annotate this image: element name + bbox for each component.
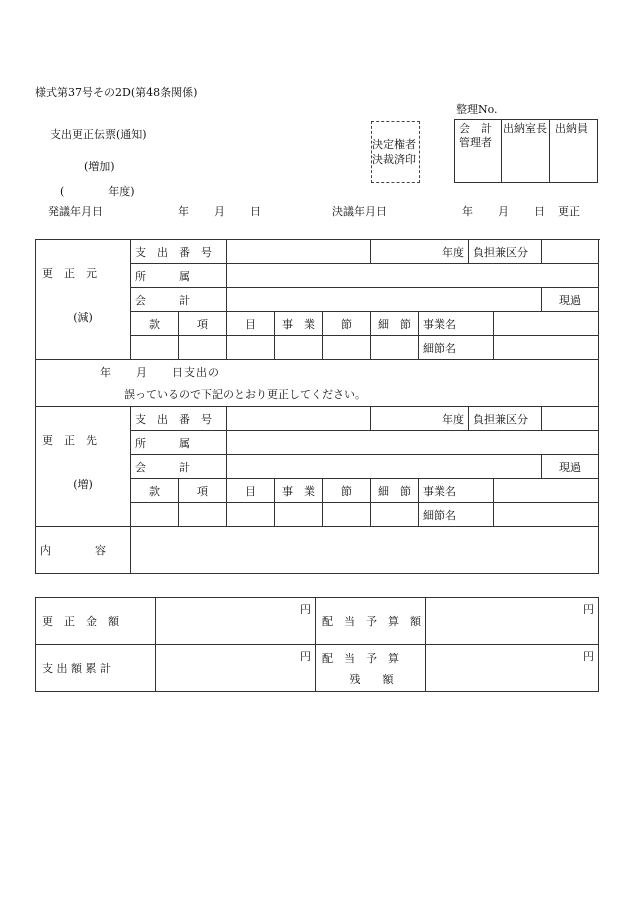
seal-label-2: 決裁済印 <box>372 153 416 166</box>
approver-shitsucho: 出納室長 <box>503 122 547 135</box>
to-col-moku: 目 <box>227 479 275 503</box>
to-genka-label: 現過 <box>542 455 599 479</box>
form-number: 様式第37号その2D(第48条関係) <box>35 86 198 99</box>
approver-kaikei-line2: 管理者 <box>459 136 492 149</box>
haitou-zan-label <box>316 645 426 692</box>
hatsugi-label: 発議年月日 <box>48 205 103 218</box>
to-col-kan: 款 <box>131 479 179 503</box>
zouka-label: (増加) <box>84 160 115 173</box>
yen-unit-2: 円 <box>583 603 594 616</box>
to-jigyo-value[interactable] <box>275 503 323 527</box>
shishutsu-ruikei-value[interactable] <box>156 645 316 692</box>
to-jigyo-name-label: 事業名 <box>419 479 494 503</box>
from-saisetsu-name-label: 細節名 <box>419 336 494 360</box>
kousei-kingaku-value[interactable] <box>156 598 316 645</box>
naiyou-value[interactable] <box>131 527 599 574</box>
to-saisetsu-name-value[interactable] <box>494 503 599 527</box>
yen-unit-1: 円 <box>300 603 311 616</box>
to-futan-label: 負担兼区分 <box>469 407 542 431</box>
haitou-zan-line1: 配 当 予 算 <box>322 651 399 665</box>
from-kan-value[interactable] <box>131 336 179 360</box>
from-kou-value[interactable] <box>179 336 227 360</box>
to-futan-value[interactable] <box>542 407 599 431</box>
from-section-label-cell <box>36 240 131 360</box>
from-col-jigyo: 事 業 <box>275 312 323 336</box>
to-setsu-value[interactable] <box>323 503 371 527</box>
from-futan-label: 負担兼区分 <box>469 240 542 264</box>
from-shozoku-value[interactable] <box>227 264 599 288</box>
notice-line-1: 年 月 日支出の <box>100 366 220 379</box>
shishutsu-ruikei-label: 支 出 額 累 計 <box>36 645 156 692</box>
from-section-sub: (減) <box>73 310 93 324</box>
to-moku-value[interactable] <box>227 503 275 527</box>
from-saisetsu-name-value[interactable] <box>494 336 599 360</box>
from-col-setsu: 節 <box>323 312 371 336</box>
to-saisetsu-value[interactable] <box>371 503 419 527</box>
from-genka-label: 現過 <box>542 288 599 312</box>
from-col-kou: 項 <box>179 312 227 336</box>
to-kaikei-value[interactable] <box>227 455 542 479</box>
haitou-zan-line2: 残 額 <box>349 672 394 686</box>
haitou-yosan-value[interactable] <box>426 598 599 645</box>
nendo-label: ( 年度) <box>60 185 135 198</box>
to-col-saisetsu: 細 節 <box>371 479 419 503</box>
ketsugi-date: 年 月 日 <box>462 205 546 218</box>
from-shishutsu-bango-label: 支 出 番 号 <box>131 240 227 264</box>
to-kan-value[interactable] <box>131 503 179 527</box>
to-col-kou: 項 <box>179 479 227 503</box>
to-shishutsu-bango-value[interactable] <box>227 407 371 431</box>
from-jigyo-name-label: 事業名 <box>419 312 494 336</box>
from-col-moku: 目 <box>227 312 275 336</box>
to-col-jigyo: 事 業 <box>275 479 323 503</box>
notice-line-2: 誤っているので下記のとおり更正してください。 <box>124 388 366 401</box>
from-col-kan: 款 <box>131 312 179 336</box>
to-nendo-label: 年度 <box>371 407 469 431</box>
from-saisetsu-value[interactable] <box>371 336 419 360</box>
ketsugi-label: 決議年月日 <box>332 205 387 218</box>
approver-suitouin: 出納員 <box>555 122 588 135</box>
to-section-label-cell <box>36 407 131 527</box>
to-kou-value[interactable] <box>179 503 227 527</box>
page-title: 支出更正伝票(通知) <box>50 128 147 141</box>
from-futan-value[interactable] <box>542 240 599 264</box>
from-kaikei-value[interactable] <box>227 288 542 312</box>
haitou-zan-value[interactable] <box>426 645 599 692</box>
yen-unit-4: 円 <box>583 650 594 663</box>
kousei-kingaku-label: 更 正 金 額 <box>36 598 156 645</box>
naiyou-label: 内 容 <box>36 527 131 574</box>
amount-table <box>35 597 599 692</box>
to-shozoku-value[interactable] <box>227 431 599 455</box>
to-shishutsu-bango-label: 支 出 番 号 <box>131 407 227 431</box>
haitou-yosan-label: 配 当 予 算 額 <box>316 598 426 645</box>
to-kaikei-label: 会 計 <box>131 455 227 479</box>
approver-kaikei-line1: 会 計 <box>459 122 492 135</box>
from-shozoku-label: 所 属 <box>131 264 227 288</box>
kousei-label: 更正 <box>558 205 580 218</box>
from-moku-value[interactable] <box>227 336 275 360</box>
seal-label-1: 決定権者 <box>372 138 416 151</box>
main-form-table <box>35 239 599 574</box>
from-jigyo-value[interactable] <box>275 336 323 360</box>
to-section-label: 更 正 先 <box>42 433 97 447</box>
hatsugi-date: 年 月 日 <box>178 205 262 218</box>
to-col-setsu: 節 <box>323 479 371 503</box>
from-kaikei-label: 会 計 <box>131 288 227 312</box>
to-saisetsu-name-label: 細節名 <box>419 503 494 527</box>
from-col-saisetsu: 細 節 <box>371 312 419 336</box>
to-jigyo-name-value[interactable] <box>494 479 599 503</box>
to-shozoku-label: 所 属 <box>131 431 227 455</box>
to-section-sub: (増) <box>73 477 93 491</box>
correction-notice <box>36 360 599 407</box>
yen-unit-3: 円 <box>300 650 311 663</box>
from-nendo-label: 年度 <box>371 240 469 264</box>
approval-seal-box <box>371 121 420 183</box>
from-shishutsu-bango-value[interactable] <box>227 240 371 264</box>
from-section-label: 更 正 元 <box>42 266 97 280</box>
from-setsu-value[interactable] <box>323 336 371 360</box>
from-jigyo-name-value[interactable] <box>494 312 599 336</box>
seiri-no-label: 整理No. <box>456 103 498 116</box>
